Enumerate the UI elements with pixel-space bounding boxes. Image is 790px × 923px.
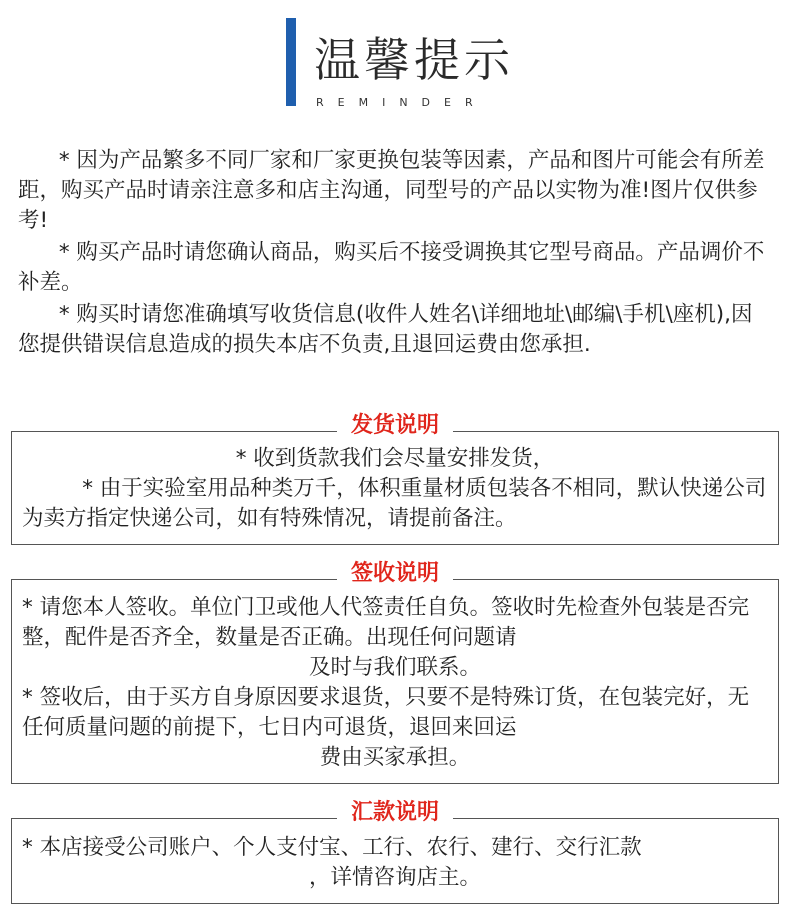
signing-section: [11, 561, 779, 784]
header-title: 温馨提示: [314, 33, 514, 87]
shipping-section: [11, 413, 779, 545]
signing-item-text: * 签收后，由于买方自身原因要求退货，只要不是特殊订货，在包装完好，无任何质量问题的前提下，七日内可退货，退回来回运: [22, 685, 750, 740]
shipping-line: * 由于实验室用品种类万千，体积重量材质包装各不相同，默认快递公司为卖方指定快递公司，如有特殊情况，请提前备注。: [22, 476, 767, 531]
notice-text: [18, 146, 770, 362]
signing-body: [12, 580, 778, 781]
signing-item-tail: 费由买家承担。: [319, 745, 471, 770]
signing-item-tail: 及时与我们联系。: [308, 655, 481, 680]
notice-paragraph: * 购买产品时请您确认商品，购买后不接受调换其它型号商品。产品调价不补差。: [18, 240, 765, 295]
remittance-title: 汇款说明: [337, 799, 453, 827]
shipping-body: [12, 432, 778, 542]
shipping-line: * 收到货款我们会尽量安排发货，: [235, 446, 555, 471]
header-subtitle: REMINDER: [316, 96, 487, 109]
notice-paragraph: * 因为产品繁多不同厂家和厂家更换包装等因素，产品和图片可能会有所差距，购买产品时请亲注意多和店主沟通，同型号的产品以实物为准!图片仅供参考!: [18, 148, 765, 233]
remittance-text: * 本店接受公司账户、个人支付宝、工行、农行、建行、交行汇款: [22, 835, 642, 860]
reminder-header: [286, 18, 586, 108]
signing-item: [22, 593, 768, 683]
header-accent-bar: [286, 18, 296, 106]
signing-title: 签收说明: [337, 560, 453, 588]
notice-paragraph: * 购买时请您准确填写收货信息(收件人姓名\详细地址\邮编\手机\座机),因您提供错误信息造成的损失本店不负责,且退回运费由您承担.: [18, 302, 753, 357]
remittance-tail: ，详情咨询店主。: [308, 865, 481, 890]
signing-item: [22, 683, 768, 773]
remittance-body: [12, 819, 778, 901]
remittance-section: [11, 800, 779, 904]
shipping-title: 发货说明: [337, 412, 453, 440]
signing-item-text: * 请您本人签收。单位门卫或他人代签责任自负。签收时先检查外包装是否完整，配件是否齐全，数量是否正确。出现任何问题请: [22, 595, 750, 650]
